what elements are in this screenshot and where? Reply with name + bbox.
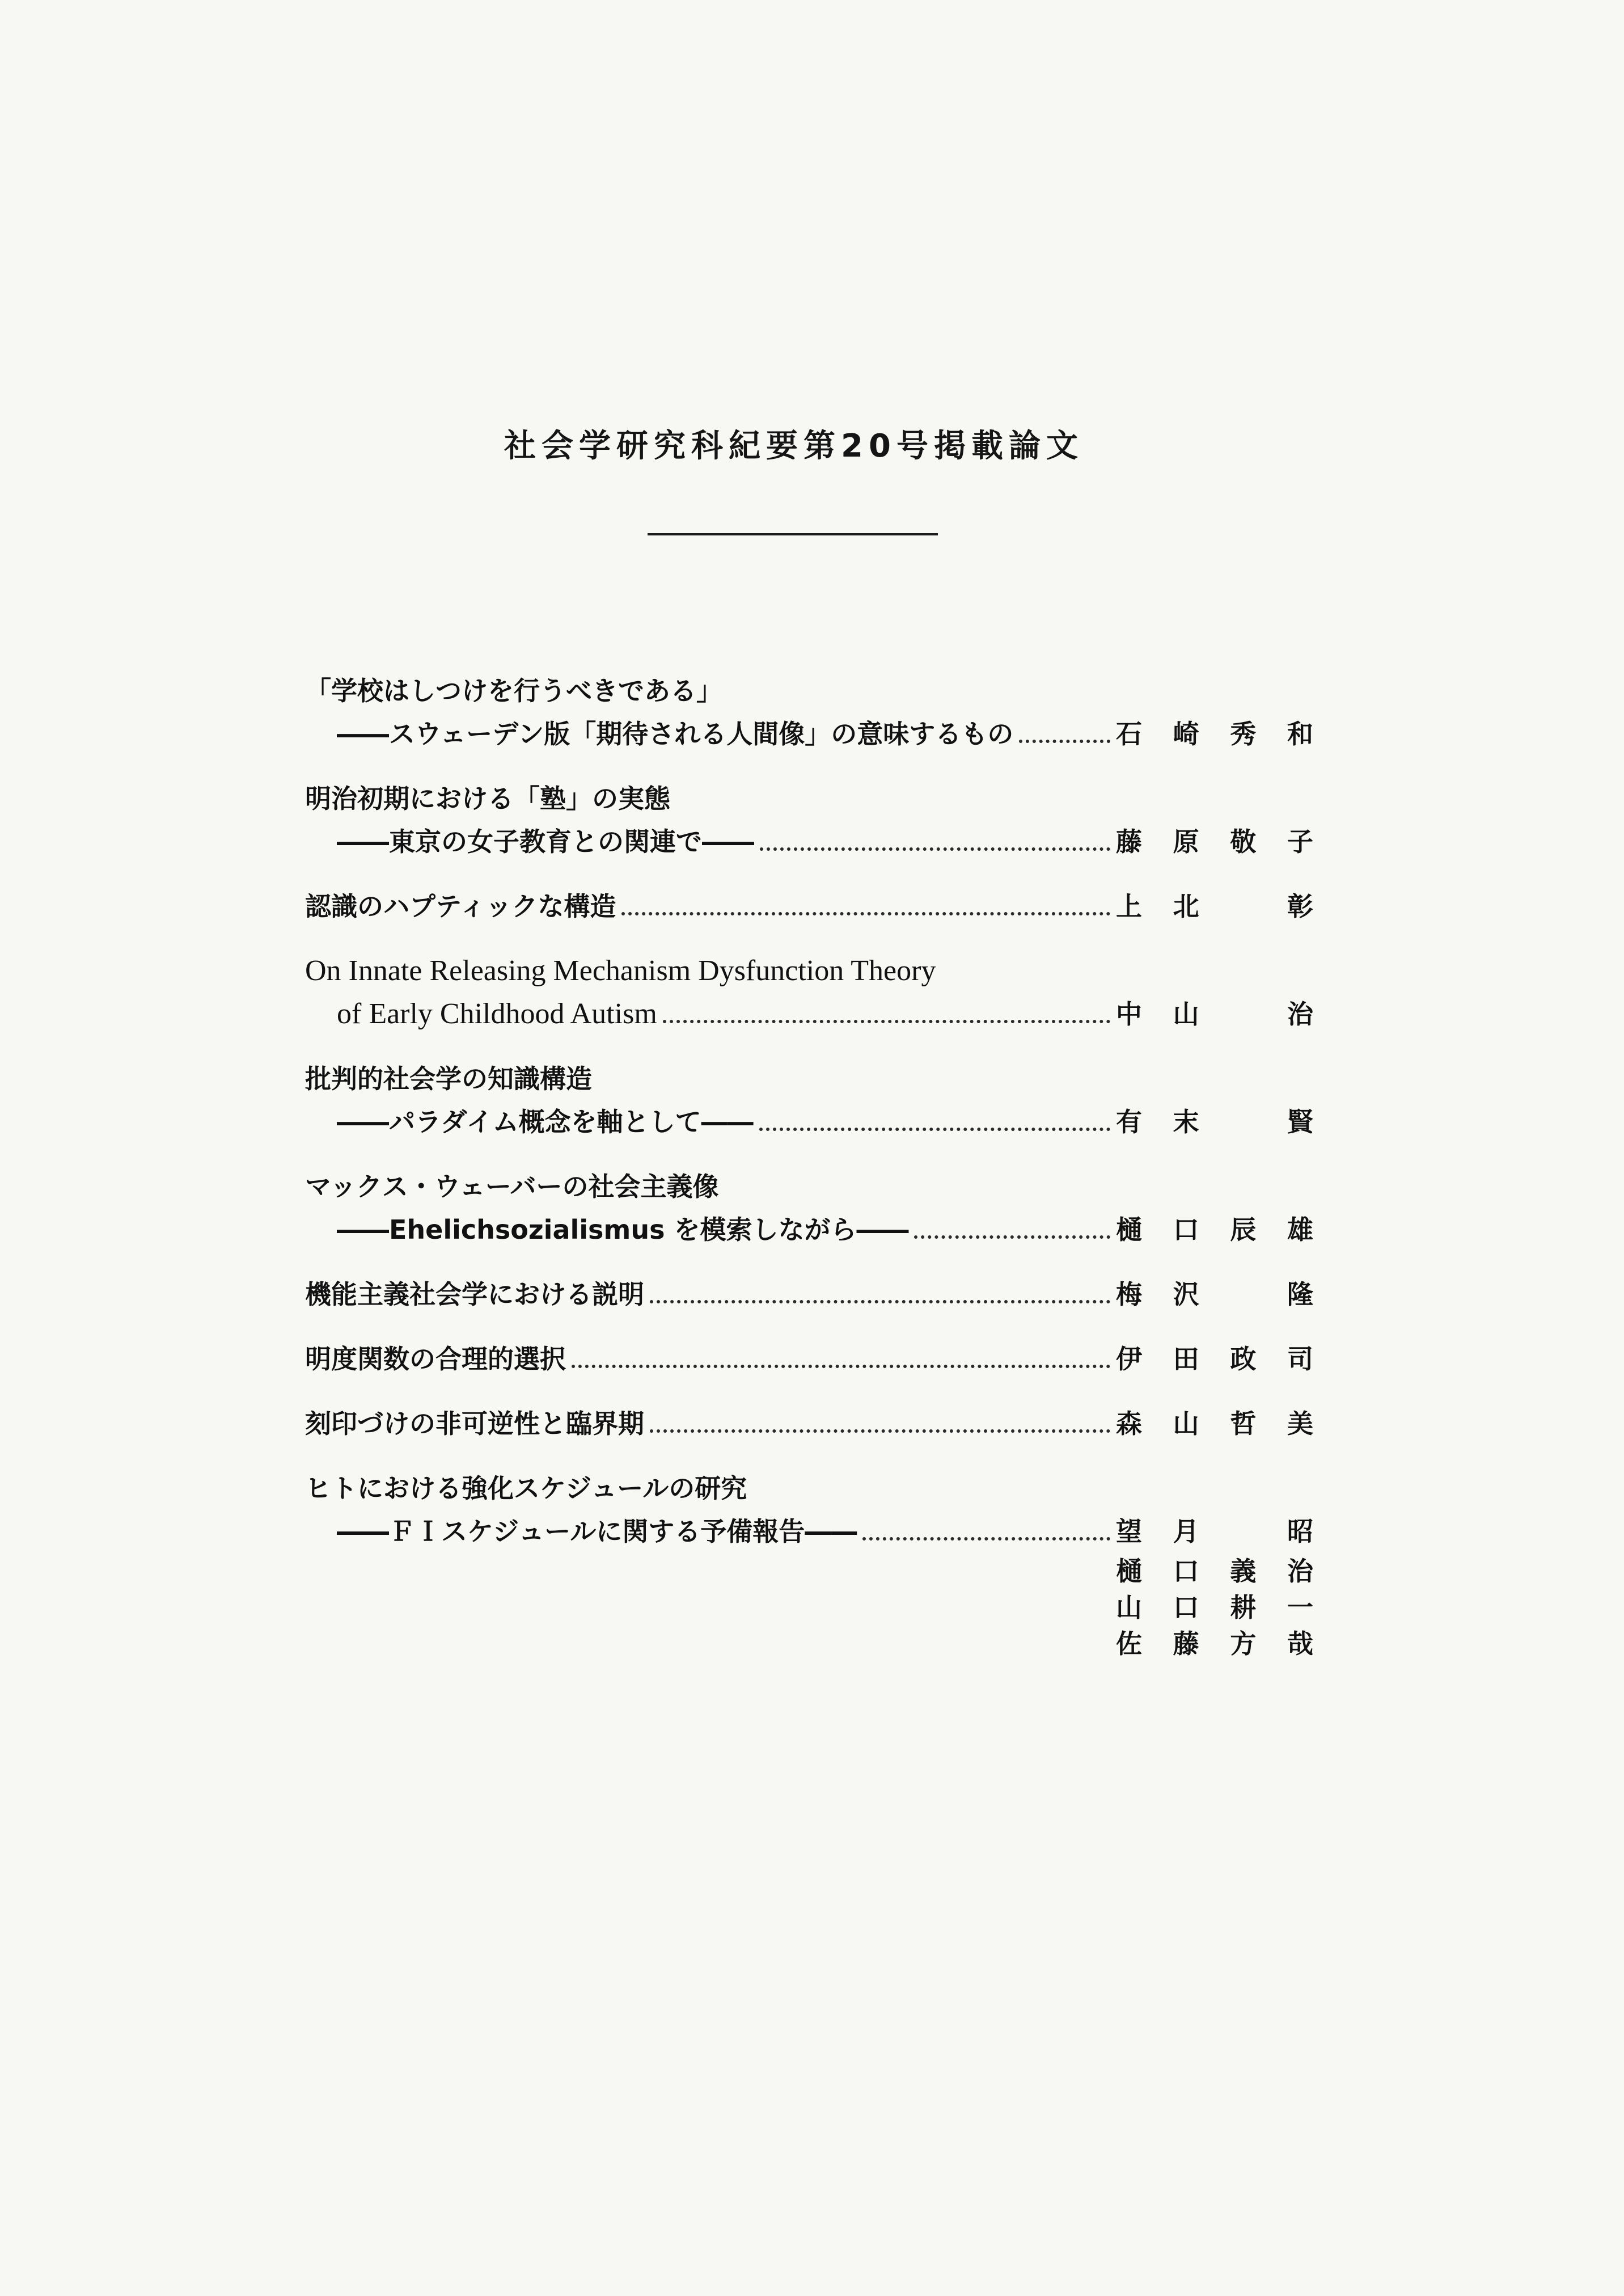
entry-title: 明治初期における「塾」の実態 xyxy=(305,783,670,814)
dot-leader xyxy=(572,1365,1110,1368)
page-title: 社会学研究科紀要第20号掲載論文 xyxy=(504,428,1084,465)
entry-title: 認識のハプティックな構造 xyxy=(305,891,616,922)
entry-subtitle-line xyxy=(305,1510,1314,1553)
entry-title-line xyxy=(305,669,1314,712)
dot-leader xyxy=(914,1235,1110,1239)
toc-entry xyxy=(305,949,1314,1036)
entry-title: On Innate Releasing Mechanism Dysfunction Theory xyxy=(305,955,936,987)
dot-leader xyxy=(650,1429,1110,1433)
author-name: 森 山 哲 美 xyxy=(1116,1408,1313,1439)
entry-title-line xyxy=(305,1057,1314,1100)
author-name: 山 口 耕 一 xyxy=(1116,1592,1313,1623)
entry-title-line xyxy=(305,1467,1314,1510)
toc-entry xyxy=(305,1337,1314,1381)
table-of-contents xyxy=(305,669,1314,1683)
entry-title: 機能主義社会学における説明 xyxy=(305,1279,644,1310)
entry-title-line xyxy=(305,1402,1314,1445)
entry-subtitle-line xyxy=(305,1100,1314,1143)
entry-title: 批判的社会学の知識構造 xyxy=(305,1063,592,1094)
dot-leader xyxy=(1019,740,1110,743)
entry-title-line xyxy=(305,1273,1314,1316)
entry-subtitle-line xyxy=(305,820,1314,863)
author-name: 中 山 治 xyxy=(1116,999,1313,1029)
entry-subtitle: ――スウェーデン版「期待される人間像」の意味するもの xyxy=(337,719,1014,749)
entry-title-line xyxy=(305,1165,1314,1208)
entry-title-line xyxy=(305,885,1314,928)
author-name: 樋 口 辰 雄 xyxy=(1116,1214,1313,1245)
title-divider xyxy=(648,533,938,535)
author-name: 佐 藤 方 哉 xyxy=(1116,1628,1313,1659)
entry-subtitle-line xyxy=(305,1208,1314,1251)
entry-subtitle: ――ＦＩスケジュールに関する予備報告―― xyxy=(337,1516,857,1547)
author-name: 藤 原 敬 子 xyxy=(1116,826,1313,857)
toc-entry xyxy=(305,777,1314,863)
toc-entry xyxy=(305,885,1314,928)
author-name: 伊 田 政 司 xyxy=(1116,1344,1313,1374)
entry-subtitle-line xyxy=(305,712,1314,756)
entry-subtitle-line xyxy=(305,993,1314,1036)
entry-subtitle: of Early Childhood Autism xyxy=(337,998,657,1030)
entry-title-line xyxy=(305,949,1314,993)
co-author-line xyxy=(305,1589,1314,1626)
entry-title-line xyxy=(305,777,1314,820)
toc-entry xyxy=(305,1273,1314,1316)
co-author-line xyxy=(305,1553,1314,1589)
co-author-line xyxy=(305,1626,1314,1662)
entry-title: マックス・ウェーバーの社会主義像 xyxy=(305,1171,719,1202)
entry-title: 明度関数の合理的選択 xyxy=(305,1344,566,1374)
entry-subtitle: ――Ehelichsozialismus を模索しながら―― xyxy=(337,1214,909,1245)
author-name: 梅 沢 隆 xyxy=(1116,1279,1313,1310)
toc-entry xyxy=(305,1402,1314,1445)
toc-entry xyxy=(305,1057,1314,1143)
dot-leader xyxy=(621,912,1110,915)
author-name: 望 月 昭 xyxy=(1116,1516,1313,1547)
toc-entry xyxy=(305,1165,1314,1251)
entry-title: 刻印づけの非可逆性と臨界期 xyxy=(305,1408,644,1439)
entry-title: ヒトにおける強化スケジュールの研究 xyxy=(305,1473,747,1504)
entry-title: 「学校はしつけを行うべきである」 xyxy=(305,676,722,706)
entry-subtitle: ――東京の女子教育との関連で―― xyxy=(337,826,754,857)
dot-leader xyxy=(663,1020,1110,1023)
author-name: 石 崎 秀 和 xyxy=(1116,719,1313,749)
dot-leader xyxy=(760,847,1110,851)
dot-leader xyxy=(862,1537,1110,1540)
toc-entry xyxy=(305,1467,1314,1662)
author-name: 上 北 彰 xyxy=(1116,891,1313,922)
author-name: 樋 口 義 治 xyxy=(1116,1556,1313,1586)
toc-entry xyxy=(305,669,1314,756)
entry-title-line xyxy=(305,1337,1314,1381)
author-name: 有 末 賢 xyxy=(1116,1107,1313,1137)
dot-leader xyxy=(650,1300,1110,1303)
entry-subtitle: ――パラダイム概念を軸として―― xyxy=(337,1107,754,1137)
dot-leader xyxy=(759,1128,1110,1131)
